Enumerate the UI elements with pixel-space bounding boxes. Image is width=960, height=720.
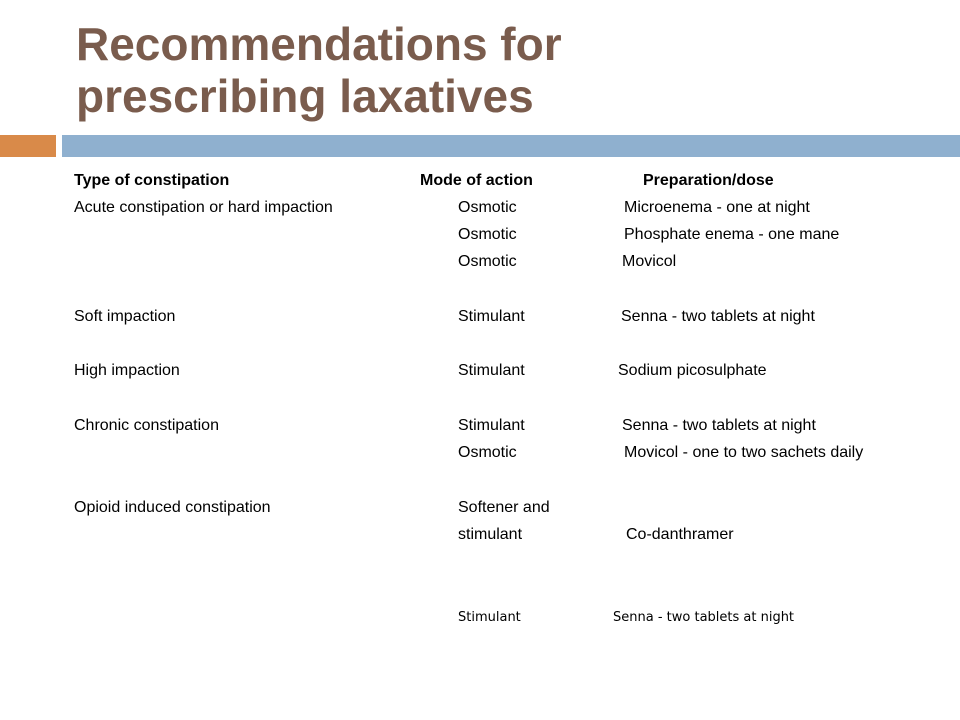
- header-type-of-constipation: Type of constipation: [74, 172, 230, 189]
- cell-mode: Stimulant: [458, 417, 525, 434]
- cell-type: Chronic constipation: [74, 417, 219, 434]
- accent-bar-blue: [62, 135, 960, 157]
- cell-mode: Osmotic: [458, 226, 517, 243]
- cell-prep: Co-danthramer: [626, 526, 734, 543]
- cell-prep: Sodium picosulphate: [618, 362, 767, 379]
- header-mode-of-action: Mode of action: [420, 172, 533, 189]
- cell-mode: Stimulant: [458, 308, 525, 325]
- slide-title: [76, 18, 936, 122]
- cell-prep: Movicol: [622, 253, 677, 270]
- cell-prep: Senna - two tablets at night: [613, 610, 795, 625]
- cell-prep: Senna - two tablets at night: [621, 308, 815, 325]
- cell-mode: Stimulant: [458, 362, 525, 379]
- cell-mode: Osmotic: [458, 444, 517, 461]
- cell-mode: Stimulant: [458, 610, 521, 625]
- accent-bar-orange: [0, 135, 56, 157]
- cell-mode: Softener and: [458, 499, 550, 516]
- cell-prep: Senna - two tablets at night: [622, 417, 816, 434]
- cell-type: Acute constipation or hard impaction: [74, 199, 333, 216]
- cell-mode: stimulant: [458, 526, 523, 543]
- cell-mode: Osmotic: [458, 253, 517, 270]
- cell-type: Opioid induced constipation: [74, 499, 271, 516]
- slide-title-line-1: Recommendations for: [76, 18, 562, 70]
- header-preparation-dose: Preparation/dose: [643, 172, 774, 189]
- cell-prep: Phosphate enema - one mane: [624, 226, 840, 243]
- cell-prep: Movicol - one to two sachets daily: [624, 444, 864, 461]
- cell-type: Soft impaction: [74, 308, 176, 325]
- cell-prep: Microenema - one at night: [624, 199, 810, 216]
- cell-mode: Osmotic: [458, 199, 517, 216]
- slide-title-line-2: prescribing laxatives: [76, 70, 534, 122]
- cell-type: High impaction: [74, 362, 180, 379]
